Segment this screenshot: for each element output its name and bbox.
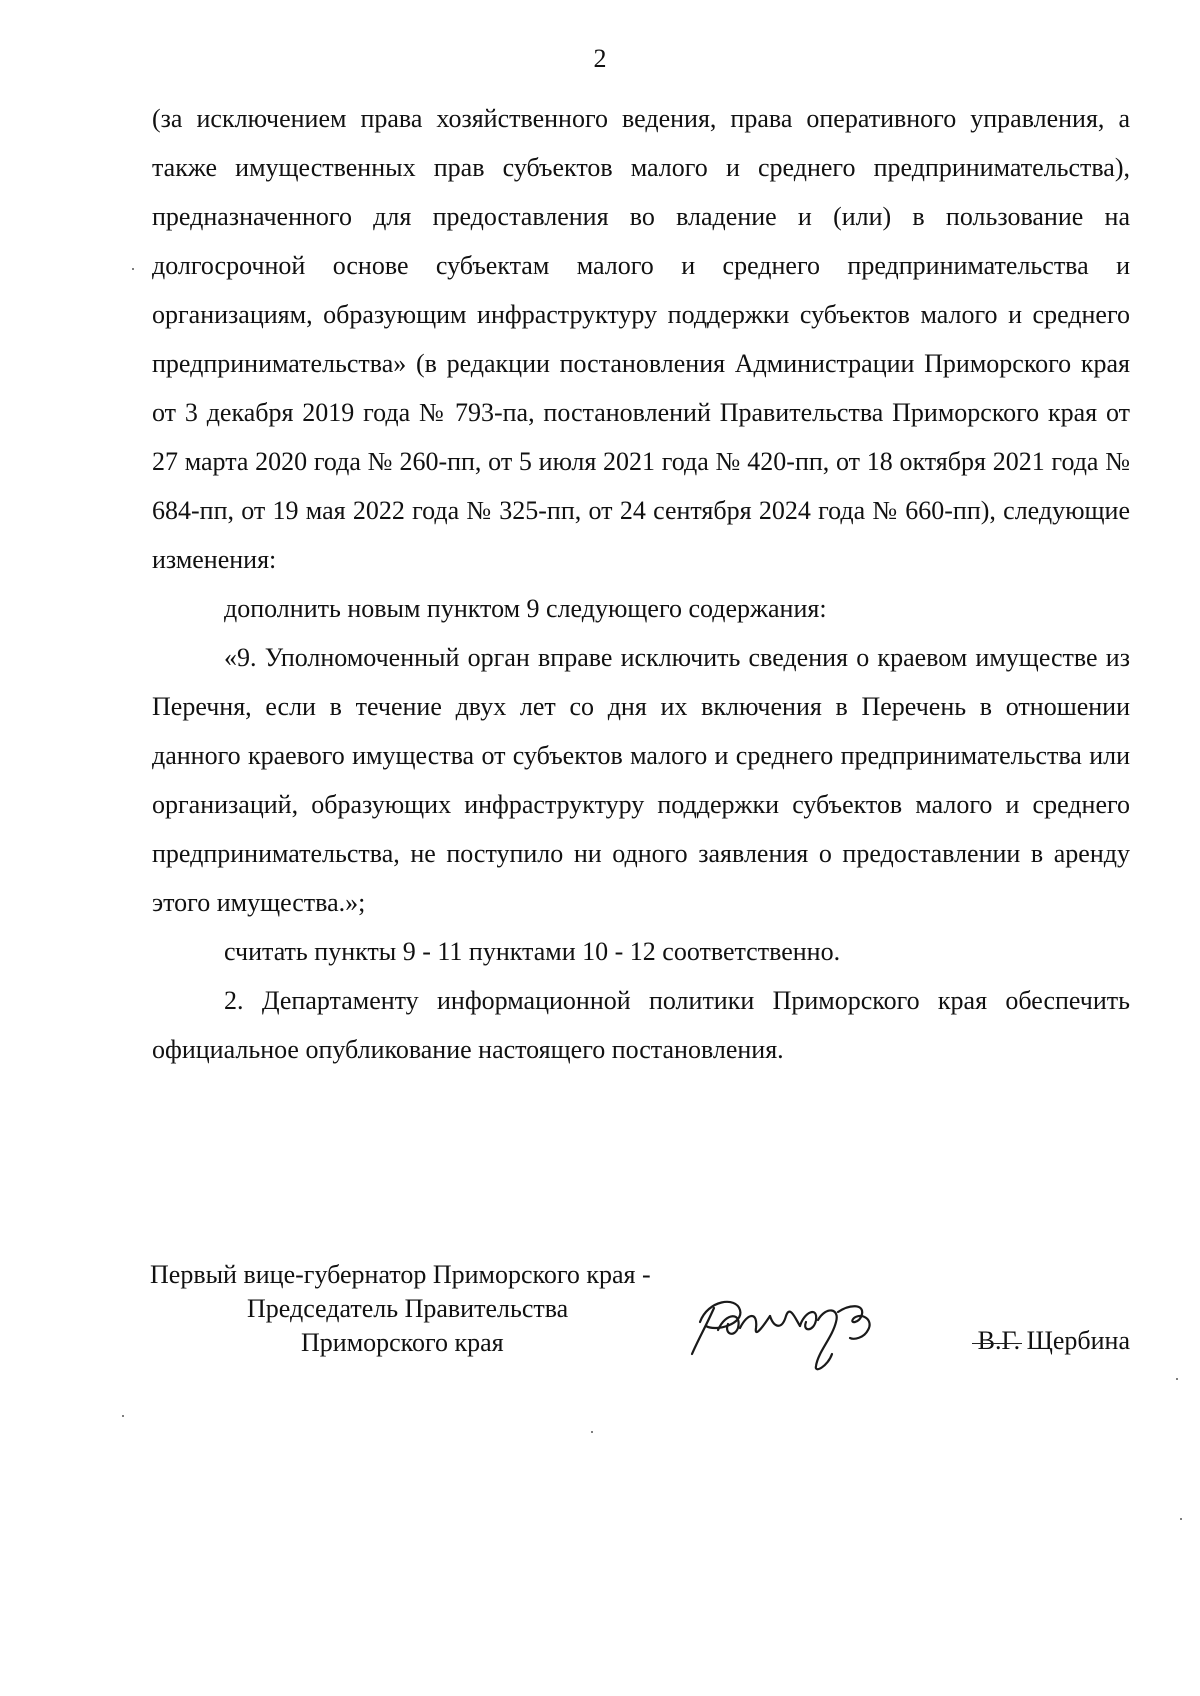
paragraph-item-9: «9. Уполномоченный орган вправе исключить сведения о краевом имуществе из Перечня, если в течение двух лет со дня их включения в Перечень в отношении данного краевого имущества от субъектов малого и среднего предпринимательства или организаций, образующих инфраструктуру поддержки субъектов малого и среднего предпринимательства, не поступило ни одного заявления о предоставлении в аренду этого имущества.»; [152, 643, 1130, 917]
paragraph-continuation: (за исключением права хозяйственного ведения, права оперативного управления, а также имущественных прав субъектов малого и среднего предпринимательства), предназначенного для предоставления во владение и (или) в пользование на долгосрочной основе субъектам малого и среднего предпринимательства и организациям, образующим инфраструктуру поддержки субъектов малого и среднего предпринимательства» (в редакции постановления Администрации Приморского края от 3 декабря 2019 года № 793-па, постановлений Правительства Приморского края от 27 марта 2020 года № 260-пп, от 5 июля 2021 года № 420-пп, от 18 октября 2021 года № 684-пп, от 19 мая 2022 года № 325-пп, от 24 сентября 2024 года № 660-пп), следующие изменения: [152, 104, 1130, 574]
scan-speck [1176, 1378, 1178, 1380]
handwritten-signature-icon [678, 1282, 888, 1382]
signatory-name [978, 1324, 1130, 1358]
paragraph-add-item: дополнить новым пунктом 9 следующего содержания: [224, 594, 827, 623]
scan-speck [122, 1415, 124, 1417]
signatory-position-line1: Первый вице-губернатор Приморского края - [150, 1260, 651, 1289]
scan-speck [1180, 1518, 1182, 1520]
page-number: 2 [593, 44, 607, 73]
signatory-position-line2: Председатель Правительства [247, 1294, 569, 1323]
scan-speck [591, 1431, 593, 1433]
paragraph-renumber: считать пункты 9 - 11 пунктами 10 - 12 соответственно. [224, 937, 841, 966]
document-body [152, 94, 1130, 1074]
paragraph-publication: 2. Департаменту информационной политики Приморского края обеспечить официальное опубликование настоящего постановления. [152, 986, 1130, 1064]
signatory-surname: Щербина [1026, 1326, 1130, 1355]
signature-block [150, 1258, 1130, 1398]
signatory-initials: В.Г. [978, 1324, 1020, 1358]
scan-speck [132, 268, 134, 270]
signatory-position-line3: Приморского края [301, 1328, 504, 1357]
